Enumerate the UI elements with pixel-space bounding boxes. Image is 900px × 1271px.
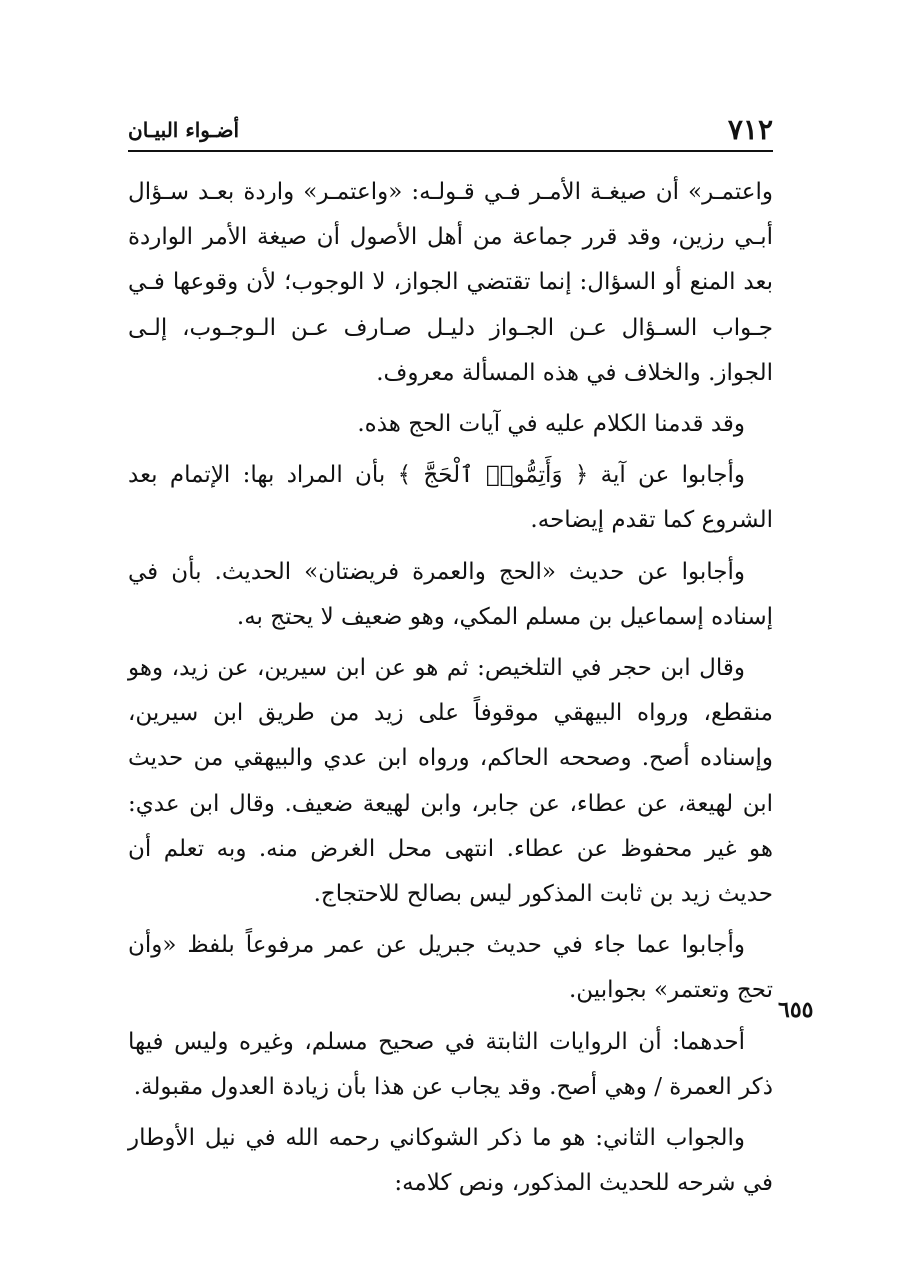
- paragraph: وقال ابن حجر في التلخيص: ثم هو عن ابن سيرين، عن زيد، وهو منقطع، ورواه البيهقي موقوفاً على زيد من طريق ابن سيرين، وإسناده أصح. وصححه الحاكم، ورواه ابن عدي والبيهقي من حديث ابن لهيعة، عن عطاء، عن جابر، وابن لهيعة ضعيف. وقال ابن عدي: هو غير محفوظ عن عطاء. انتهى محل الغرض منه. وبه تعلم أن حديث زيد بن ثابت المذكور ليس بصالح للاحتجاج.: [128, 655, 773, 908]
- header-divider: [128, 150, 773, 152]
- paragraph-continuation: واعتمـر» أن صيغـة الأمـر فـي قـولـه: «واعتمـر» واردة بعـد سـؤال أبـي رزين، وقد قرر جماعة من أهل الأصول أن صيغة الأمر الواردة بعد المنع أو السؤال: إنما تقتضي الجواز، لا الوجوب؛ لأن وقوعها فـي جـواب السـؤال عـن الجـواز دليـل صـارف عـن الـوجـوب، إلـى الجواز. والخلاف في هذه المسألة معروف.: [128, 179, 773, 386]
- paragraph: وأجابوا عن حديث «الحج والعمرة فريضتان» الحديث. بأن في إسناده إسماعيل بن مسلم المكي، وهو ضعيف لا يحتج به.: [128, 558, 773, 630]
- running-title: أضـواء البيـان: [128, 118, 240, 142]
- page-number: ٧١٢: [727, 113, 773, 146]
- page-body: [128, 170, 773, 1212]
- page-header: [128, 112, 773, 148]
- paragraph: والجواب الثاني: هو ما ذكر الشوكاني رحمه الله في نيل الأوطار في شرحه للحديث المذكور، ونص كلامه:: [128, 1125, 773, 1197]
- paragraph: وأجابوا عن آية ﴿ وَأَتِمُّوا۟ ٱلْحَجَّ ﴾ بأن المراد بها: الإتمام بعد الشروع كما تقدم إيضاحه.: [128, 462, 773, 534]
- margin-page-reference: ٦٥٥: [778, 997, 814, 1023]
- paragraph: وقد قدمنا الكلام عليه في آيات الحج هذه.: [357, 411, 745, 438]
- paragraph: وأجابوا عما جاء في حديث جبريل عن عمر مرفوعاً بلفظ «وأن تحج وتعتمر» بجوابين.: [128, 932, 773, 1004]
- paragraph: أحدهما: أن الروايات الثابتة في صحيح مسلم، وغيره وليس فيها ذكر العمرة / وهي أصح. وقد يجاب عن هذا بأن زيادة العدول مقبولة.: [128, 1028, 773, 1100]
